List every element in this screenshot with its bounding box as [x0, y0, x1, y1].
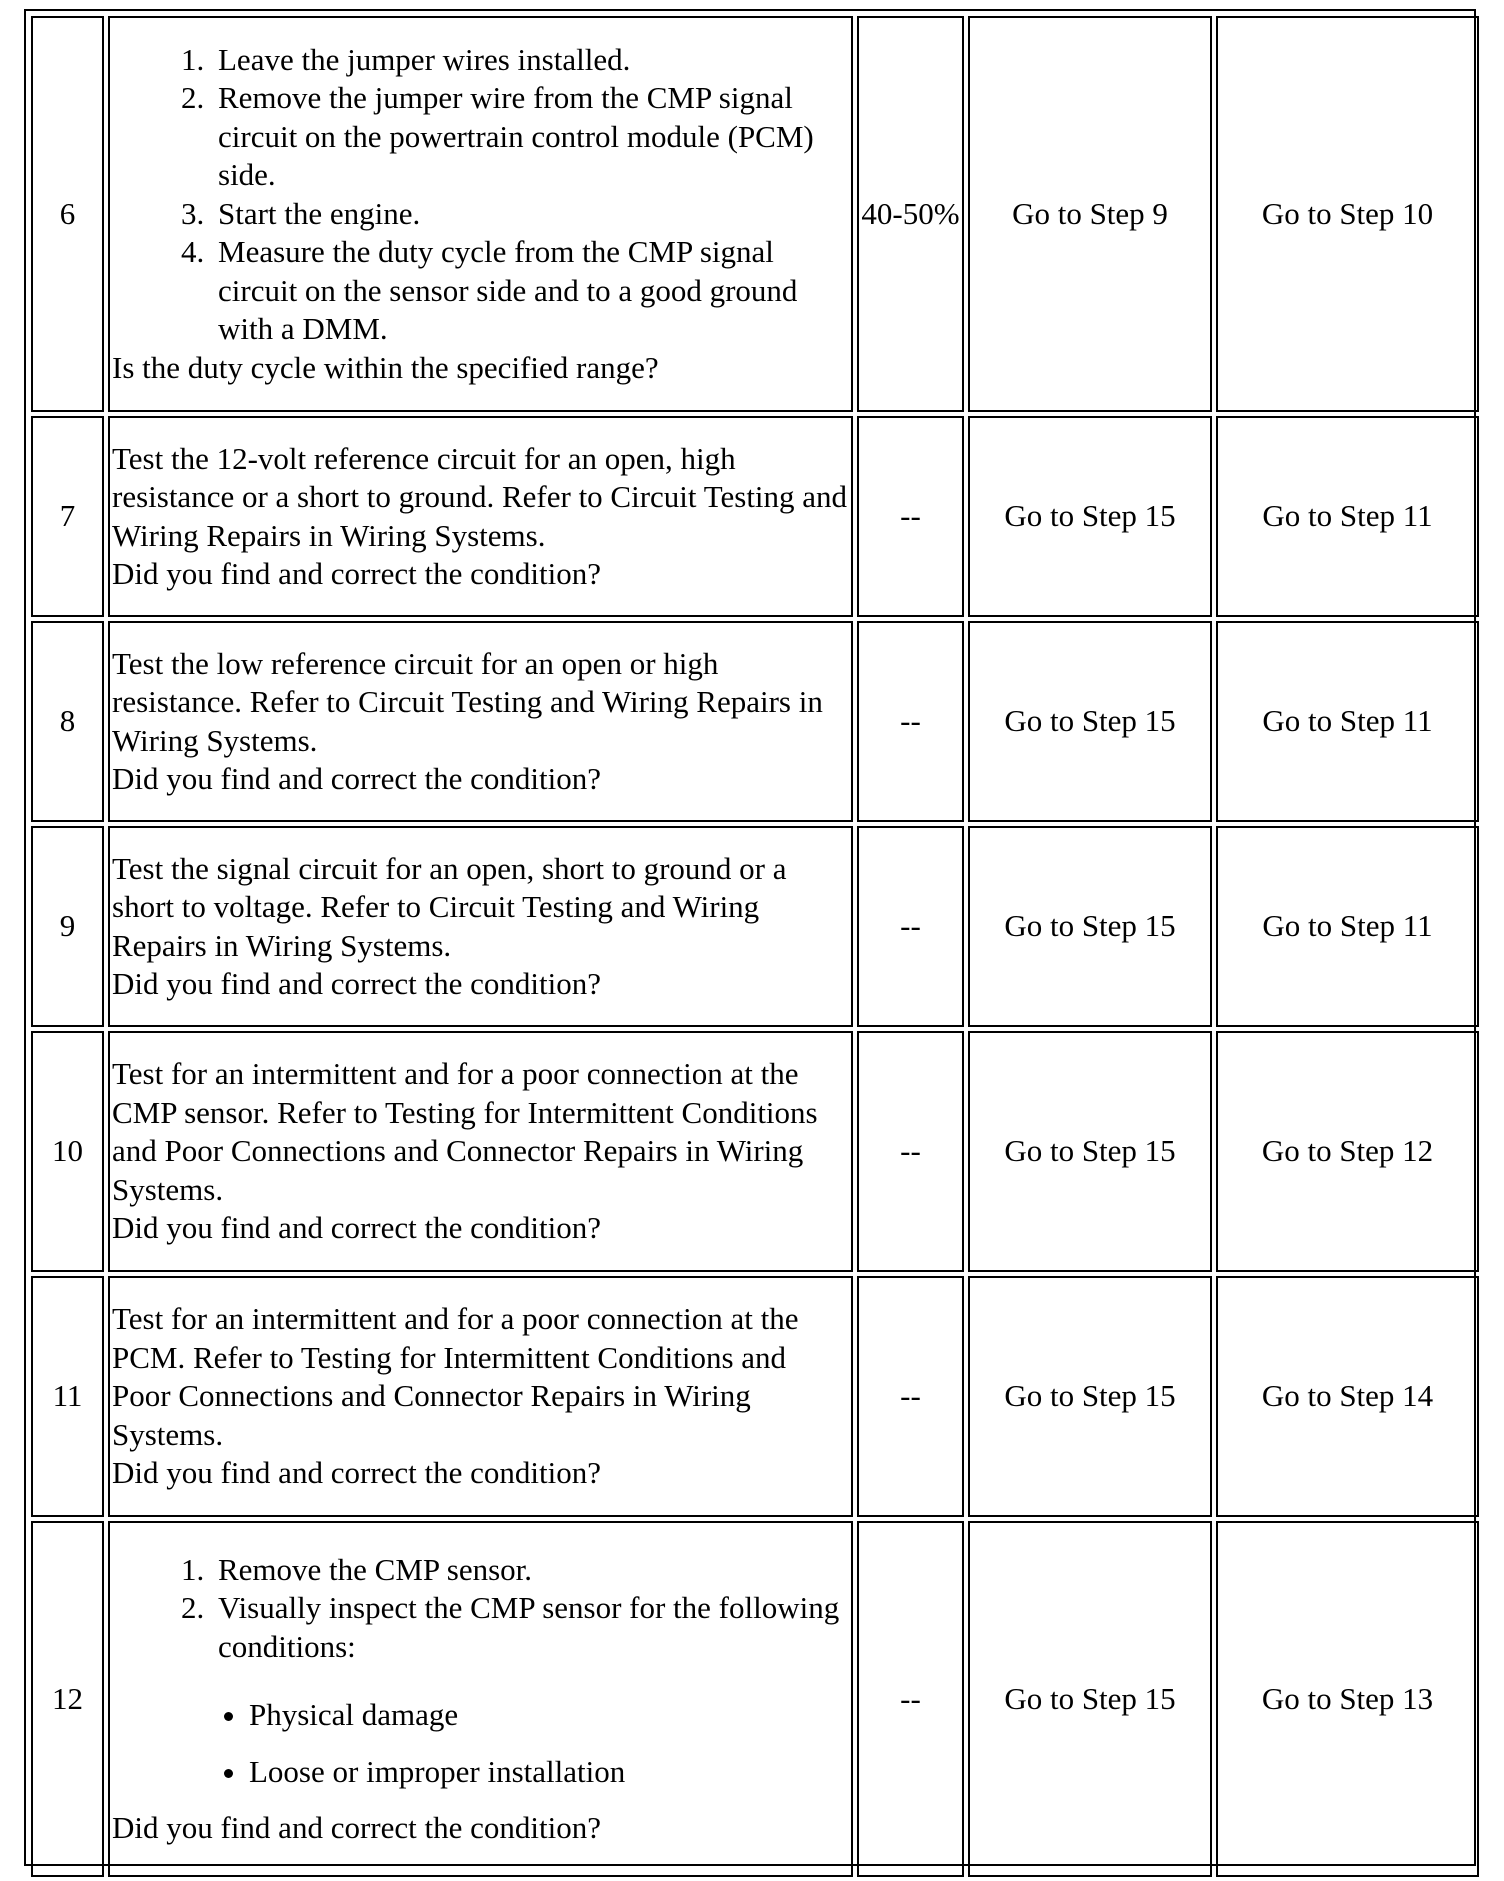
value-cell: -- — [857, 1031, 964, 1272]
value-cell: -- — [857, 621, 964, 822]
question-text: Did you find and correct the condition? — [112, 761, 601, 796]
step-number: 10 — [31, 1031, 104, 1272]
yes-cell: Go to Step 15 — [968, 621, 1212, 822]
action-cell — [108, 1276, 853, 1517]
table-row — [31, 1521, 1479, 1877]
no-cell: Go to Step 13 — [1216, 1521, 1479, 1877]
value-cell: 40-50% — [857, 16, 964, 412]
step-number: 8 — [31, 621, 104, 822]
condition-item: • Physical damage — [249, 1696, 849, 1735]
table-row — [31, 621, 1479, 822]
yes-cell: Go to Step 15 — [968, 416, 1212, 617]
action-text: Test the signal circuit for an open, short to ground or a short to voltage. Refer to Circuit Testing and Wiring Repairs in Wiring Systems. — [112, 850, 787, 963]
step-number: 7 — [31, 416, 104, 617]
no-cell: Go to Step 14 — [1216, 1276, 1479, 1517]
list-item — [212, 1589, 849, 1666]
diagnostic-table — [27, 12, 1483, 1881]
table-row — [31, 1276, 1479, 1517]
list-item: 1. Remove the CMP sensor. — [212, 1551, 849, 1590]
question-text: Did you find and correct the condition? — [112, 556, 601, 591]
yes-cell: Go to Step 15 — [968, 1276, 1212, 1517]
no-cell: Go to Step 11 — [1216, 416, 1479, 617]
step-number: 6 — [31, 16, 104, 412]
table-row — [31, 1031, 1479, 1272]
list-item: 3. Start the engine. — [212, 195, 849, 234]
no-cell: Go to Step 12 — [1216, 1031, 1479, 1272]
action-cell — [108, 16, 853, 412]
action-list — [112, 41, 849, 349]
step-number: 12 — [31, 1521, 104, 1877]
action-cell — [108, 621, 853, 822]
action-text: Test for an intermittent and for a poor connection at the PCM. Refer to Testing for Intermittent Conditions and Poor Connections and Connector Repairs in Wiring Systems. — [112, 1301, 799, 1452]
list-item-text: Visually inspect the CMP sensor for the following conditions: — [218, 1590, 840, 1664]
action-cell — [108, 826, 853, 1027]
no-cell: Go to Step 10 — [1216, 16, 1479, 412]
question-text: Did you find and correct the condition? — [112, 1810, 601, 1845]
question-text: Is the duty cycle within the specified range? — [112, 349, 659, 385]
value-cell: -- — [857, 416, 964, 617]
list-item: 2. Remove the jumper wire from the CMP signal circuit on the powertrain control module (PCM) side. — [212, 79, 849, 195]
no-cell: Go to Step 11 — [1216, 826, 1479, 1027]
list-item: 1. Leave the jumper wires installed. — [212, 41, 849, 80]
yes-cell: Go to Step 15 — [968, 826, 1212, 1027]
step-number: 9 — [31, 826, 104, 1027]
action-text: Test the low reference circuit for an open or high resistance. Refer to Circuit Testing and Wiring Repairs in Wiring Systems. — [112, 645, 823, 758]
yes-cell: Go to Step 15 — [968, 1031, 1212, 1272]
condition-list — [112, 1696, 849, 1791]
action-cell — [108, 416, 853, 617]
table-row — [31, 826, 1479, 1027]
question-text: Did you find and correct the condition? — [112, 1210, 601, 1246]
action-cell — [108, 1521, 853, 1877]
question-text: Did you find and correct the condition? — [112, 966, 601, 1001]
value-cell: -- — [857, 1276, 964, 1517]
step-number: 11 — [31, 1276, 104, 1517]
value-cell: -- — [857, 1521, 964, 1877]
question-text: Did you find and correct the condition? — [112, 1455, 601, 1491]
value-cell: -- — [857, 826, 964, 1027]
no-cell: Go to Step 11 — [1216, 621, 1479, 822]
table-row — [31, 416, 1479, 617]
yes-cell: Go to Step 9 — [968, 16, 1212, 412]
condition-item: • Loose or improper installation — [249, 1753, 849, 1792]
yes-cell: Go to Step 15 — [968, 1521, 1212, 1877]
list-item: 4. Measure the duty cycle from the CMP signal circuit on the sensor side and to a good ground with a DMM. — [212, 233, 849, 349]
table-row — [31, 16, 1479, 412]
action-text: Test for an intermittent and for a poor connection at the CMP sensor. Refer to Testing for Intermittent Conditions and Poor Connections and Connector Repairs in Wiring Systems. — [112, 1056, 818, 1207]
action-text: Test the 12-volt reference circuit for an open, high resistance or a short to ground. Refer to Circuit Testing and Wiring Repairs in Wiring Systems. — [112, 440, 848, 553]
action-list — [112, 1551, 849, 1667]
action-cell — [108, 1031, 853, 1272]
